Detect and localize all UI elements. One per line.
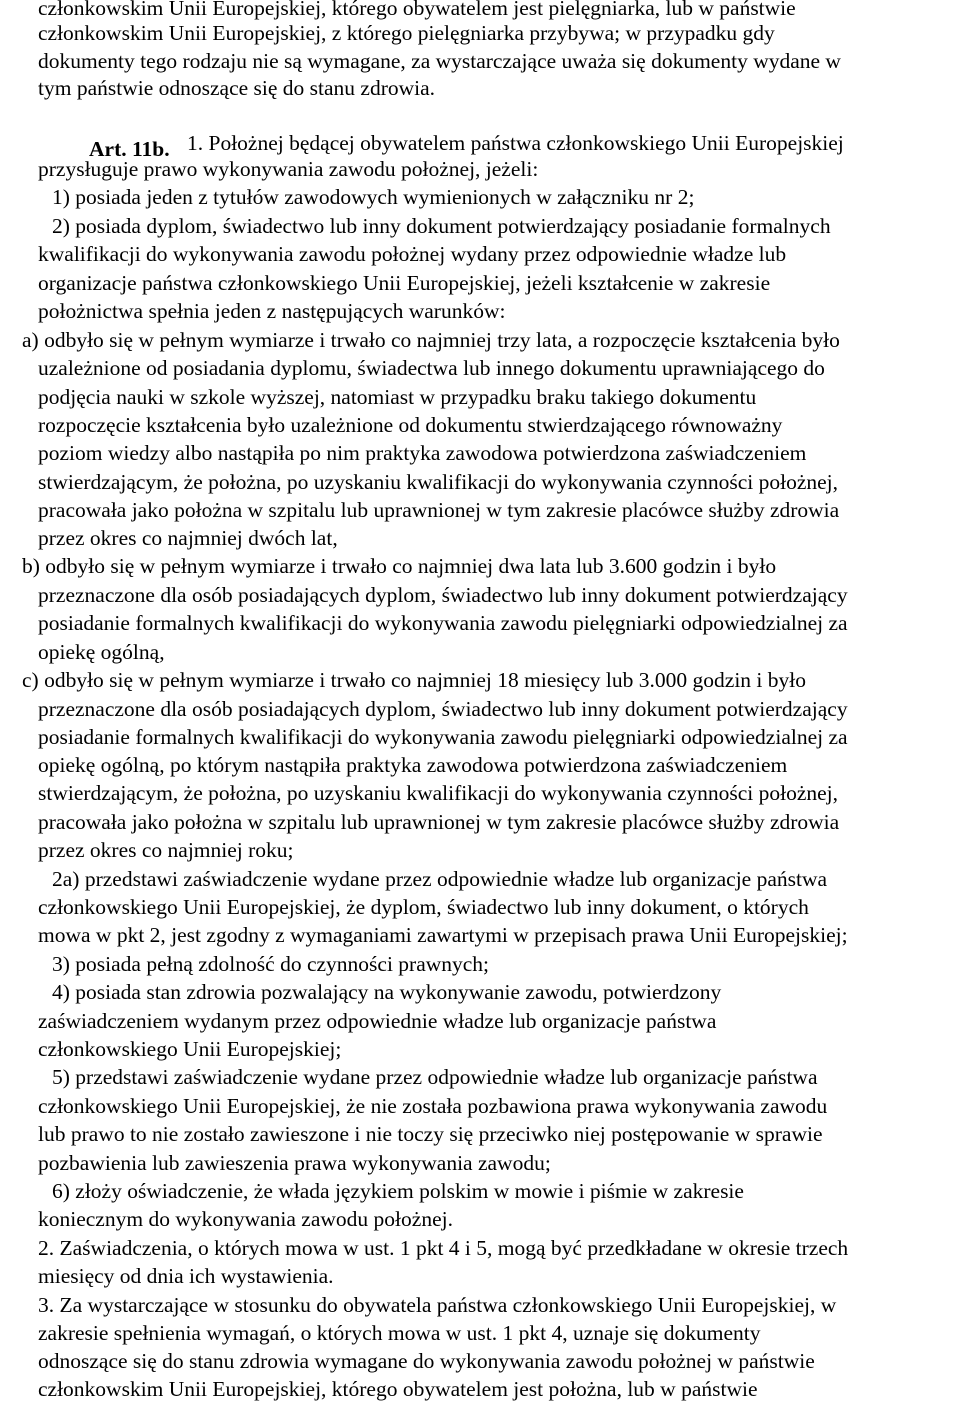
text-line: a) odbyło się w pełnym wymiarze i trwało co najmniej trzy lata, a rozpoczęcie kształcenia było <box>22 328 840 352</box>
text-line: posiadanie formalnych kwalifikacji do wykonywania zawodu pielęgniarki odpowiedzialnej za <box>38 611 848 635</box>
text-line: przez okres co najmniej roku; <box>38 838 294 862</box>
text-line: tym państwie odnoszące się do stanu zdrowia. <box>38 76 436 100</box>
text-line: c) odbyło się w pełnym wymiarze i trwało co najmniej 18 miesięcy lub 3.000 godzin i było <box>22 668 806 692</box>
text-line: 2. Zaświadczenia, o których mowa w ust. 1 pkt 4 i 5, mogą być przedkładane w okresie trzech <box>38 1236 849 1260</box>
text-line: 1. Położnej będącej obywatelem państwa członkowskiego Unii Europejskiej <box>187 131 844 155</box>
text-line: członkowskiego Unii Europejskiej, że nie została pozbawiona prawa wykonywania zawodu <box>38 1094 828 1118</box>
text-line: lub prawo to nie zostało zawieszone i nie toczy się przeciwko niej postępowanie w sprawie <box>38 1122 823 1146</box>
text-line: kwalifikacji do wykonywania zawodu położnej wydany przez odpowiednie władze lub <box>38 242 787 266</box>
text-line: rozpoczęcie kształcenia było uzależnione od dokumentu stwierdzającego równoważny <box>38 413 783 437</box>
text-line: dokumenty tego rodzaju nie są wymagane, za wystarczające uważa się dokumenty wydane w <box>38 49 841 73</box>
text-line: 3) posiada pełną zdolność do czynności prawnych; <box>52 952 490 976</box>
text-line: położnictwa spełnia jeden z następujących warunków: <box>38 299 506 323</box>
text-line: 6) złoży oświadczenie, że włada językiem polskim w mowie i piśmie w zakresie <box>52 1179 744 1203</box>
text-line: zakresie spełnienia wymagań, o których mowa w ust. 1 pkt 4, uznaje się dokumenty <box>38 1321 761 1345</box>
text-line: członkowskiego Unii Europejskiej; <box>38 1037 342 1061</box>
text-line: posiadanie formalnych kwalifikacji do wykonywania zawodu pielęgniarki odpowiedzialnej za <box>38 725 848 749</box>
text-line: uzależnione od posiadania dyplomu, świadectwa lub innego dokumentu uprawniającego do <box>38 356 825 380</box>
text-line: stwierdzającym, że położna, po uzyskaniu kwalifikacji do wykonywania czynności położnej, <box>38 781 839 805</box>
text-line: miesięcy od dnia ich wystawienia. <box>38 1264 334 1288</box>
text-line: pozbawienia lub zawieszenia prawa wykonywania zawodu; <box>38 1151 551 1175</box>
text-line: opiekę ogólną, po którym nastąpiła praktyka zawodowa potwierdzona zaświadczeniem <box>38 753 788 777</box>
text-line: 5) przedstawi zaświadczenie wydane przez odpowiednie władze lub organizacje państwa <box>52 1065 818 1089</box>
text-line: 1) posiada jeden z tytułów zawodowych wymienionych w załączniku nr 2; <box>52 185 695 209</box>
text-line: zaświadczeniem wydanym przez odpowiednie władze lub organizacje państwa <box>38 1009 717 1033</box>
text-line: 2a) przedstawi zaświadczenie wydane przez odpowiednie władze lub organizacje państwa <box>52 867 828 891</box>
text-line: pracowała jako położna w szpitalu lub uprawnionej w tym zakresie placówce służby zdrowia <box>38 498 840 522</box>
text-line: przez okres co najmniej dwóch lat, <box>38 526 338 550</box>
text-line: b) odbyło się w pełnym wymiarze i trwało co najmniej dwa lata lub 3.600 godzin i było <box>22 554 777 578</box>
text-line: 2) posiada dyplom, świadectwo lub inny dokument potwierdzający posiadanie formalnych <box>52 214 831 238</box>
text-line: członkowskiego Unii Europejskiej, że dyplom, świadectwo lub inny dokument, o których <box>38 895 809 919</box>
text-line: opiekę ogólną, <box>38 640 165 664</box>
text-line: koniecznym do wykonywania zawodu położnej. <box>38 1207 453 1231</box>
text-line: pracowała jako położna w szpitalu lub uprawnionej w tym zakresie placówce służby zdrowia <box>38 810 840 834</box>
text-line: 3. Za wystarczające w stosunku do obywatela państwa członkowskiego Unii Europejskiej, w <box>38 1293 837 1317</box>
text-line: odnoszące się do stanu zdrowia wymagane do wykonywania zawodu położnej w państwie <box>38 1349 815 1373</box>
text-line: przysługuje prawo wykonywania zawodu położnej, jeżeli: <box>38 157 539 181</box>
text-line: podjęcia nauki w szkole wyższej, natomiast w przypadku braku takiego dokumentu <box>38 385 757 409</box>
text-line: członkowskim Unii Europejskiej, z którego pielęgniarka przybywa; w przypadku gdy <box>38 21 775 45</box>
text-line: mowa w pkt 2, jest zgodny z wymaganiami zawartymi w przepisach prawa Unii Europejskiej; <box>38 923 848 947</box>
text-line: członkowskim Unii Europejskiej, którego obywatelem jest pielęgniarka, lub w państwie <box>38 0 796 20</box>
text-line: przeznaczone dla osób posiadających dyplom, świadectwo lub inny dokument potwierdzający <box>38 697 848 721</box>
text-line: przeznaczone dla osób posiadających dyplom, świadectwo lub inny dokument potwierdzający <box>38 583 848 607</box>
text-line: członkowskim Unii Europejskiej, którego obywatelem jest położna, lub w państwie <box>38 1377 758 1401</box>
article-heading: Art. 11b. <box>89 137 170 161</box>
text-line: stwierdzającym, że położna, po uzyskaniu kwalifikacji do wykonywania czynności położnej, <box>38 470 839 494</box>
text-line: poziom wiedzy albo nastąpiła po nim praktyka zawodowa potwierdzona zaświadczeniem <box>38 441 807 465</box>
text-line: organizacje państwa członkowskiego Unii Europejskiej, jeżeli kształcenie w zakresie <box>38 271 771 295</box>
text-line: 4) posiada stan zdrowia pozwalający na wykonywanie zawodu, potwierdzony <box>52 980 722 1004</box>
